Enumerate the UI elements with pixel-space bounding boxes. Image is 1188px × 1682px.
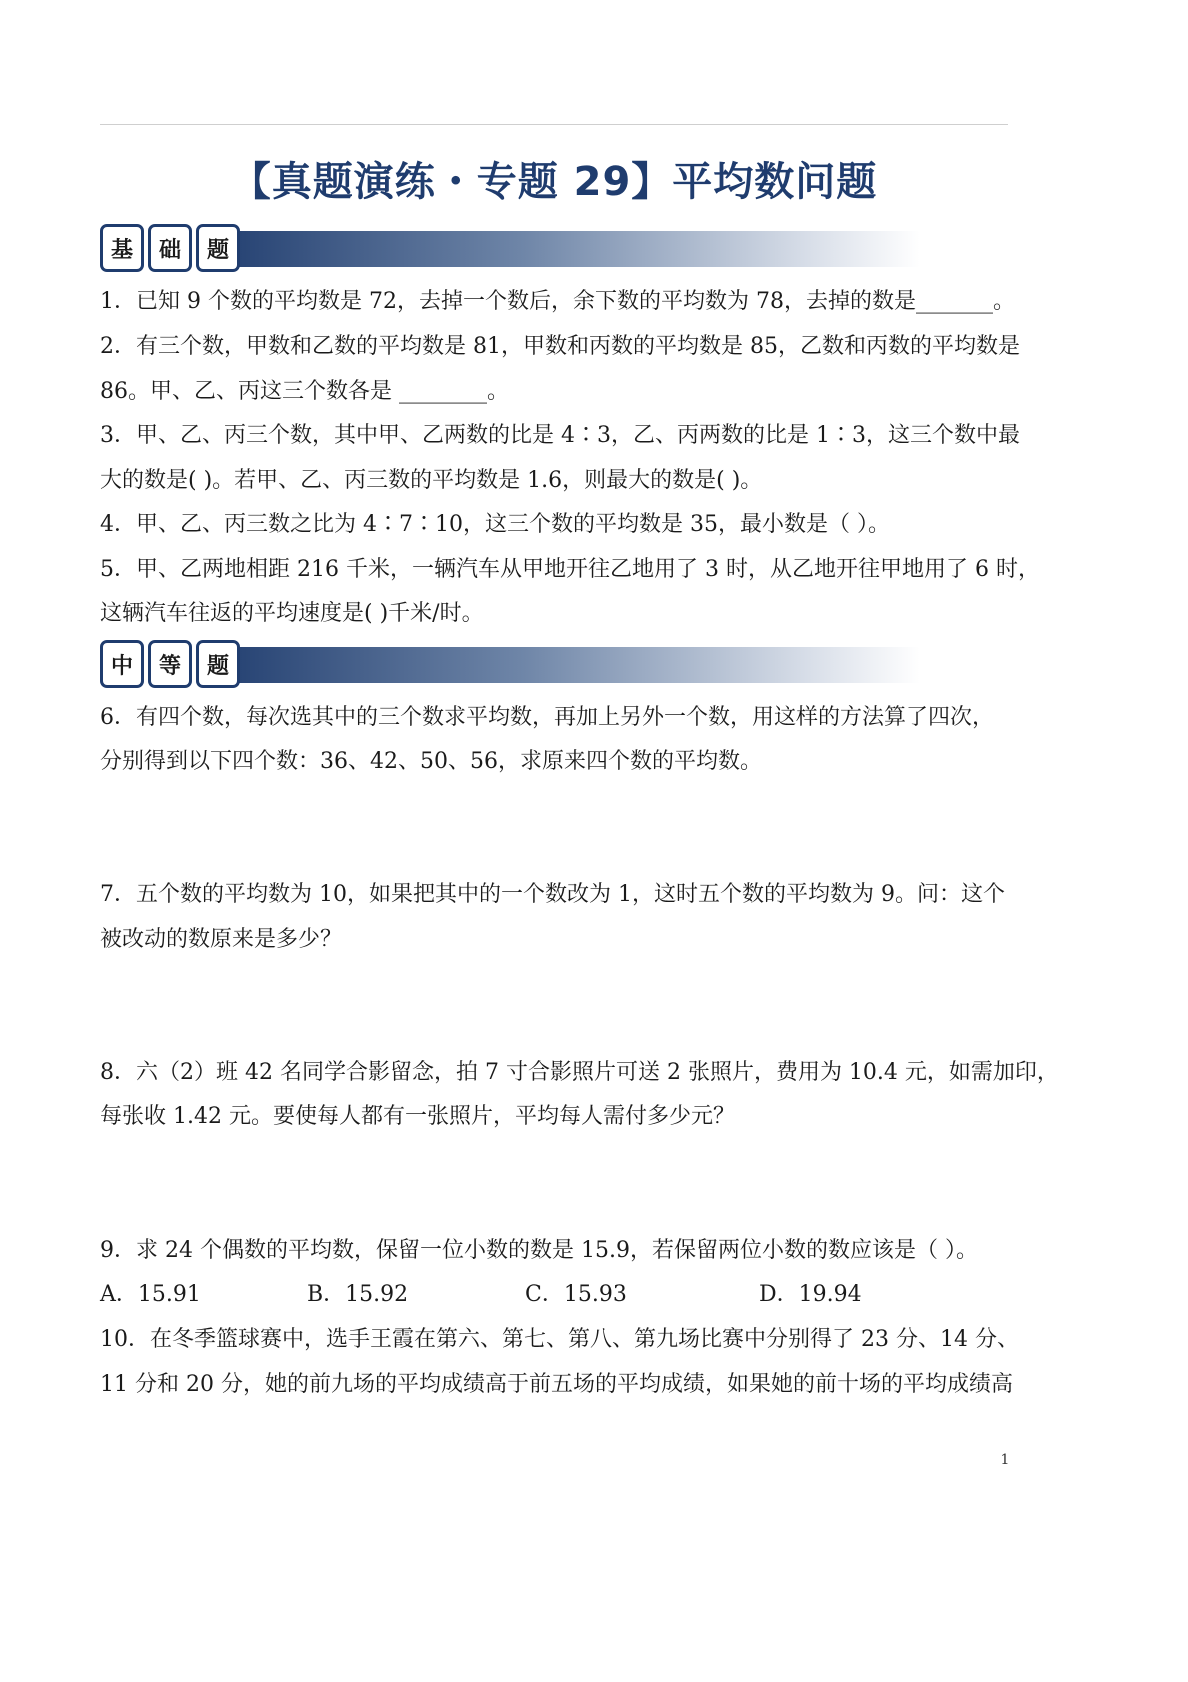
page-number: 1: [1000, 1452, 1010, 1468]
question-3-line-1: 3．甲、乙、丙三个数，其中甲、乙两数的比是 4∶3，乙、丙两数的比是 1∶3，这三个数中最: [100, 423, 1020, 448]
section-char: 中: [100, 640, 144, 688]
question-10-line-1: 10．在冬季篮球赛中，选手王霞在第六、第七、第八、第九场比赛中分别得了 23 分、14 分、: [100, 1327, 1019, 1352]
section-header-band: [200, 647, 920, 683]
section-char: 题: [196, 640, 240, 688]
question-6-line-1: 6．有四个数，每次选其中的三个数求平均数，再加上另外一个数，用这样的方法算了四次，: [100, 705, 995, 730]
question-8-line-2: 每张收 1.42 元。要使每人都有一张照片，平均每人需付多少元？: [100, 1104, 735, 1129]
question-2-line-1: 2．有三个数，甲数和乙数的平均数是 81，甲数和丙数的平均数是 85，乙数和丙数的平均数是: [100, 334, 1020, 359]
page-title: 【真题演练・专题 29】平均数问题: [230, 159, 878, 205]
question-7-line-2: 被改动的数原来是多少？: [100, 927, 343, 952]
section-char: 基: [100, 224, 144, 272]
question-2-line-2: 86。甲、乙、丙这三个数各是 ________。: [100, 379, 509, 404]
question-7-line-1: 7．五个数的平均数为 10，如果把其中的一个数改为 1，这时五个数的平均数为 9。问：这个: [100, 882, 1005, 907]
section-header-medium: [100, 640, 920, 690]
question-9-line-1: 9．求 24 个偶数的平均数，保留一位小数的数是 15.9，若保留两位小数的数应该是（ ）。: [100, 1238, 978, 1263]
header-rule: [100, 124, 1008, 125]
question-6-line-2: 分别得到以下四个数：36、42、50、56，求原来四个数的平均数。: [100, 749, 762, 774]
section-header-band: [200, 231, 920, 267]
section-header-basic: [100, 224, 920, 274]
option-b: B．15.92: [307, 1282, 409, 1307]
question-10-line-2: 11 分和 20 分，她的前九场的平均成绩高于前五场的平均成绩，如果她的前十场的平均成绩高: [100, 1372, 1013, 1397]
section-char: 题: [196, 224, 240, 272]
question-8-line-1: 8．六（2）班 42 名同学合影留念，拍 7 寸合影照片可送 2 张照片，费用为 10.4 元，如需加印，: [100, 1060, 1059, 1085]
option-a: A．15.91: [100, 1282, 201, 1307]
question-9-options: [100, 1280, 1000, 1310]
question-5-line-2: 这辆汽车往返的平均速度是( )千米/时。: [100, 601, 484, 626]
option-d: D．19.94: [759, 1282, 862, 1307]
question-5-line-1: 5．甲、乙两地相距 216 千米，一辆汽车从甲地开往乙地用了 3 时，从乙地开往甲地用了 6 时，: [100, 557, 1040, 582]
option-c: C．15.93: [525, 1282, 627, 1307]
question-4-line-1: 4．甲、乙、丙三数之比为 4∶7∶10，这三个数的平均数是 35，最小数是（ ）。: [100, 512, 890, 537]
question-3-line-2: 大的数是( )。若甲、乙、丙三数的平均数是 1.6，则最大的数是( )。: [100, 468, 763, 493]
section-char: 等: [148, 640, 192, 688]
question-1-line-1: 1．已知 9 个数的平均数是 72，去掉一个数后，余下数的平均数为 78，去掉的数是_______。: [100, 289, 1015, 314]
section-char: 础: [148, 224, 192, 272]
